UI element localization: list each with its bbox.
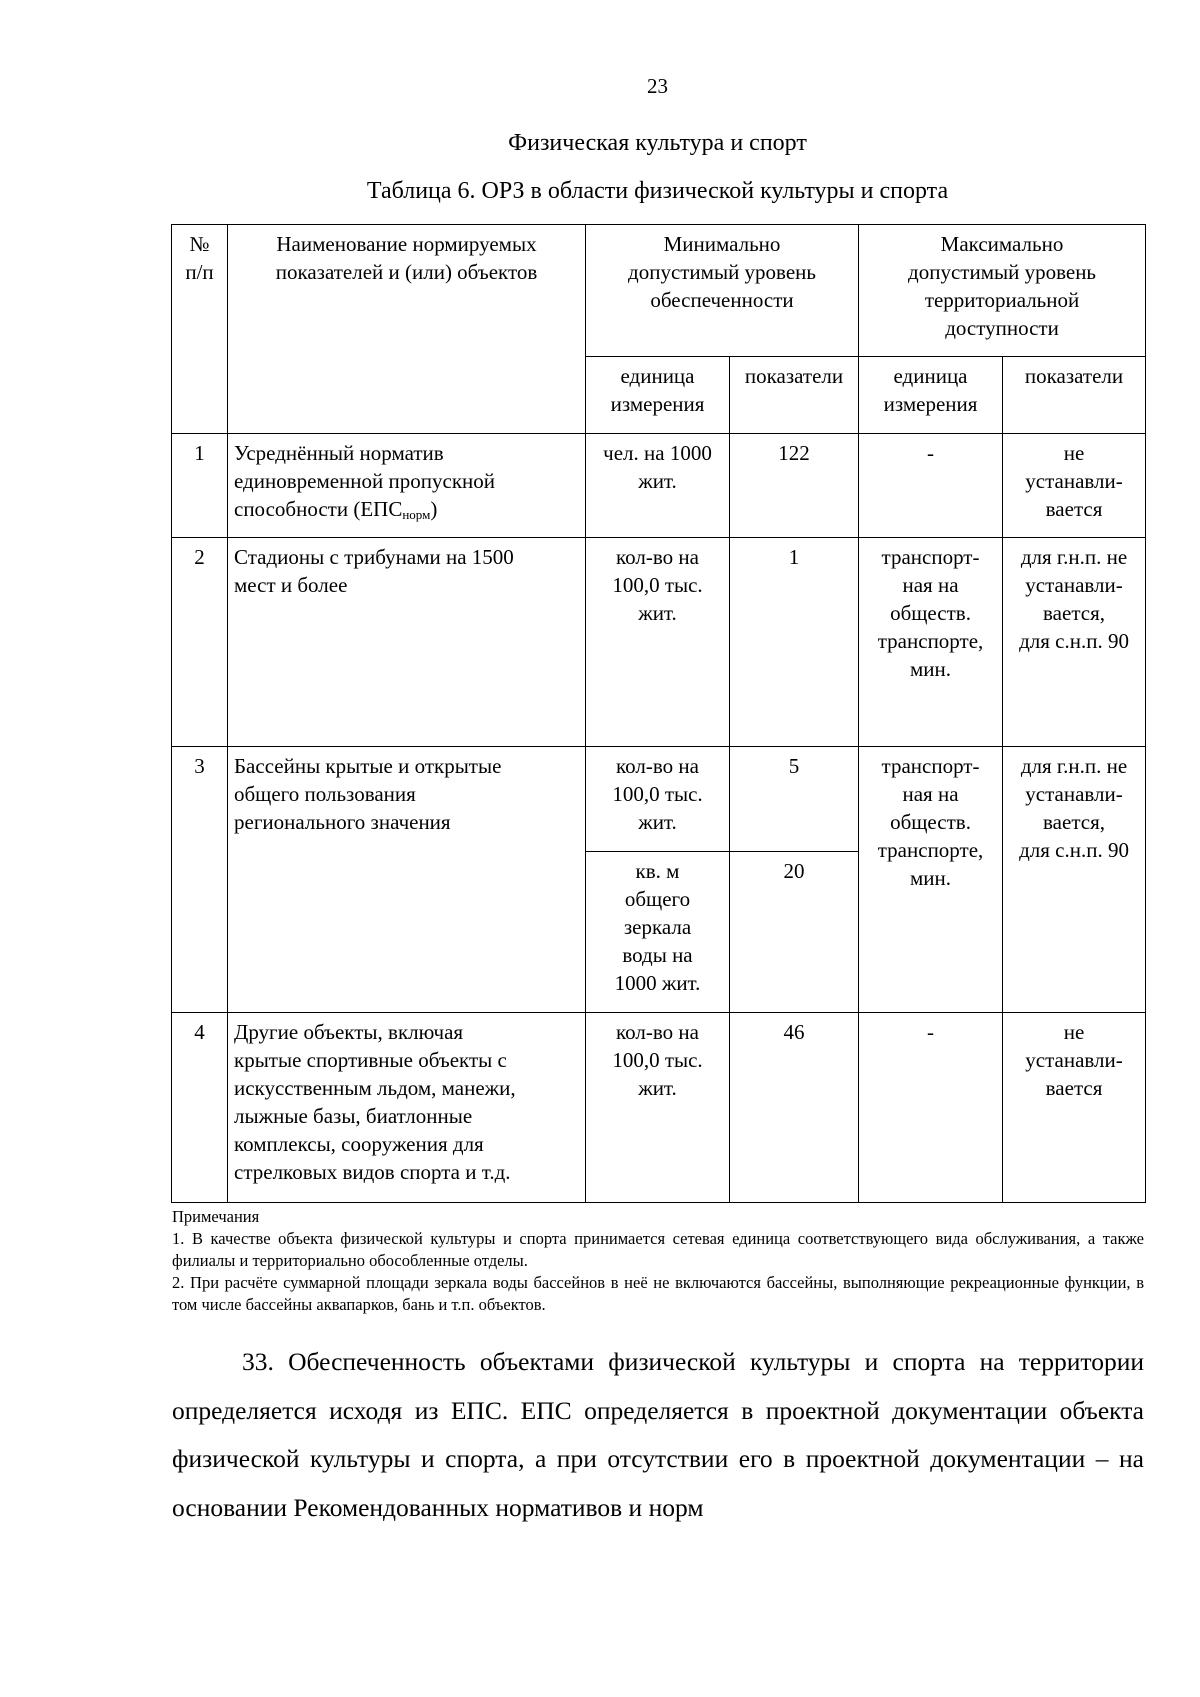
row-name: Другие объекты, включая крытые спортивные объекты с искусственным льдом, манежи, лыжные базы, биатлонные комплексы, сооружения для стрелковых видов спорта и т.д. — [228, 1013, 586, 1203]
note-item: 1. В качестве объекта физической культуры и спорта принимается сетевая единица соответствующего вида обслуживания, а также филиалы и территориально обособленные отделы. — [172, 1229, 1144, 1270]
table-row — [172, 747, 1146, 852]
header-max-level: Максимально допустимый уровень территориальной доступности — [859, 225, 1146, 357]
page-number: 23 — [647, 74, 668, 98]
note-item: 2. При расчёте суммарной площади зеркала воды бассейнов в неё не включаются бассейны, выполняющие рекреационные функции, в том числе бассейны аквапарков, бань и т.п. объектов. — [172, 1273, 1144, 1314]
row-min-unit: кол-во на 100,0 тыс. жит. — [586, 747, 730, 852]
row-num: 4 — [172, 1013, 228, 1203]
norms-table — [171, 224, 1146, 1203]
row-num: 2 — [172, 538, 228, 747]
notes-title: Примечания — [172, 1207, 260, 1226]
eps-subscript: норм — [402, 507, 431, 522]
row-min-value: 1 — [730, 538, 859, 747]
table-notes — [172, 1206, 1144, 1316]
table-row — [172, 538, 1146, 747]
header-min-level: Минимально допустимый уровень обеспеченности — [586, 225, 859, 357]
row-max-unit: - — [859, 1013, 1003, 1203]
row-num: 1 — [172, 434, 228, 538]
header-max-value: показатели — [1003, 357, 1146, 434]
header-min-value: показатели — [730, 357, 859, 434]
body-paragraph: 33. Обеспеченность объектами физической культуры и спорта на территории определяется исходя из ЕПС. ЕПС определяется в проектной документации объекта физической культуры и спорта, а при отсутствии его в проектной документации – на основании Рекомендованных нормативов и норм — [172, 1347, 1144, 1522]
header-min-unit: единица измерения — [586, 357, 730, 434]
table-title: Таблица 6. ОРЗ в области физической культуры и спорта — [366, 178, 949, 204]
row-min-unit: чел. на 1000 жит. — [586, 434, 730, 538]
row-name: Бассейны крытые и открытые общего пользования регионального значения — [228, 747, 586, 1013]
row-max-unit: транспорт- ная на обществ. транспорте, мин. — [859, 538, 1003, 747]
row-name: Стадионы с трибунами на 1500 мест и более — [228, 538, 586, 747]
row-max-value: для г.н.п. не устанавли- вается, для с.н.п. 90 — [1003, 538, 1146, 747]
row-min-unit: кол-во на 100,0 тыс. жит. — [586, 538, 730, 747]
row-min-value: 5 — [730, 747, 859, 852]
row-max-value: для г.н.п. не устанавли- вается, для с.н.п. 90 — [1003, 747, 1146, 1013]
row-num: 3 — [172, 747, 228, 1013]
section-title: Физическая культура и спорт — [508, 130, 807, 156]
table-header-row — [172, 225, 1146, 357]
row-min-value: 46 — [730, 1013, 859, 1203]
row-max-value: не устанавли- вается — [1003, 1013, 1146, 1203]
table-row — [172, 1013, 1146, 1203]
row-min-unit-2: кв. м общего зеркала воды на 1000 жит. — [586, 852, 730, 1013]
header-name: Наименование нормируемых показателей и (или) объектов — [228, 225, 586, 434]
row-max-unit: - — [859, 434, 1003, 538]
row-min-value: 122 — [730, 434, 859, 538]
header-num: № п/п — [172, 225, 228, 434]
row-max-value: не устанавли- вается — [1003, 434, 1146, 538]
row-min-value-2: 20 — [730, 852, 859, 1013]
row-name: Усреднённый норматив единовременной пропускной способности $(ЕПС_{норм})$ — [228, 434, 586, 538]
row-min-unit: кол-во на 100,0 тыс. жит. — [586, 1013, 730, 1203]
header-max-unit: единица измерения — [859, 357, 1003, 434]
row-max-unit: транспорт- ная на обществ. транспорте, мин. — [859, 747, 1003, 1013]
table-row — [172, 434, 1146, 538]
